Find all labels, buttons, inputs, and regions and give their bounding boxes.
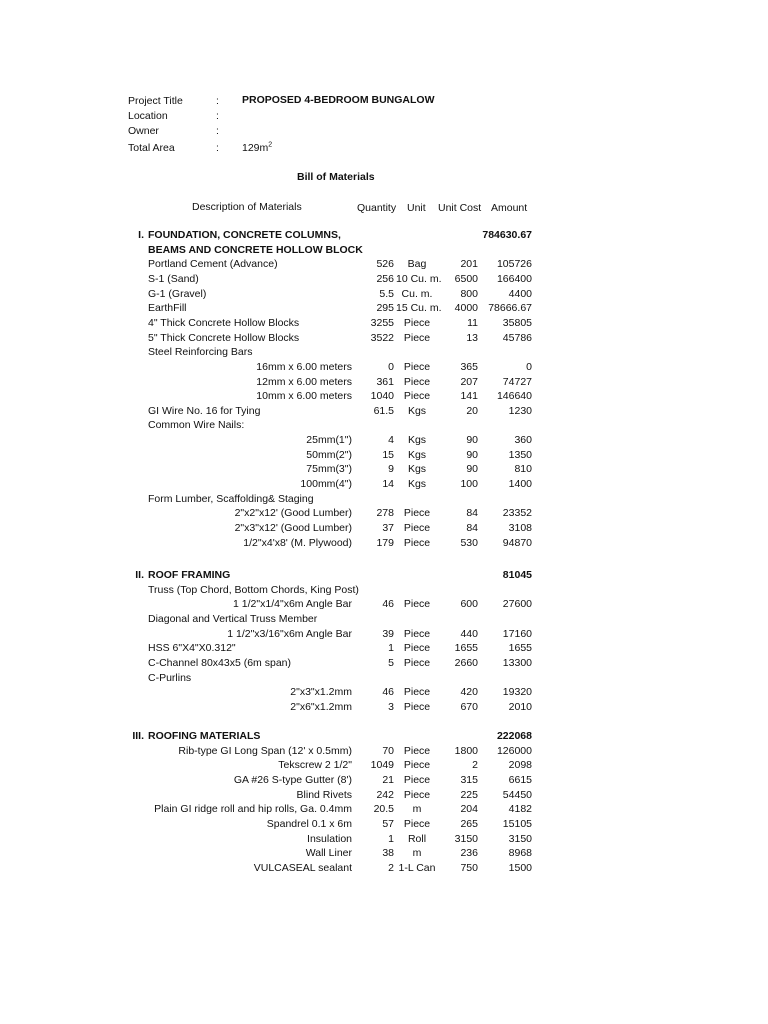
item-unit: Piece [403, 642, 431, 655]
item-unit: 10 Cu. m. [396, 272, 442, 285]
item-description: 12mm x 6.00 meters [256, 375, 352, 388]
item-description: 1 1/2"x1/4"x6m Angle Bar [233, 598, 352, 611]
section-numeral: II. [135, 569, 144, 581]
item-unit-cost: 4000 [454, 302, 478, 315]
item-amount: 1655 [508, 642, 532, 655]
item-quantity: 5 [388, 656, 394, 669]
document-title: Bill of Materials [297, 171, 375, 183]
item-unit: Piece [403, 360, 431, 373]
item-quantity: 3 [388, 700, 394, 713]
item-unit-cost: 225 [460, 788, 478, 801]
item-unit: Roll [407, 832, 427, 845]
item-unit-cost: 530 [460, 536, 478, 549]
item-amount: 360 [514, 434, 532, 447]
item-unit: Kgs [407, 404, 427, 417]
item-unit: m [412, 847, 422, 860]
item-unit: Piece [403, 536, 431, 549]
item-quantity: 21 [382, 773, 394, 786]
item-amount: 4400 [508, 287, 532, 300]
item-quantity: 256 [376, 272, 394, 285]
item-amount: 35805 [502, 316, 532, 329]
item-amount: 126000 [496, 744, 532, 757]
item-description: VULCASEAL sealant [253, 861, 352, 874]
col-amount-header: Amount [491, 202, 528, 214]
item-description: GA #26 S-type Gutter (8') [233, 773, 352, 786]
item-unit-cost: 201 [460, 258, 478, 271]
item-quantity: 14 [382, 478, 394, 491]
total-area-number: 129m [242, 142, 269, 154]
item-unit-cost: 1800 [454, 744, 478, 757]
item-unit-cost: 420 [460, 686, 478, 699]
item-unit: Piece [403, 507, 431, 520]
item-unit: Piece [403, 627, 431, 640]
section-title: ROOFING MATERIALS [148, 730, 261, 742]
section-title-line2: BEAMS AND CONCRETE HOLLOW BLOCK [148, 243, 363, 256]
item-amount: 4182 [508, 803, 532, 816]
item-quantity: 526 [376, 258, 394, 271]
item-unit: Piece [403, 744, 431, 757]
item-description: Spandrel 0.1 x 6m [266, 817, 352, 830]
item-quantity: 2 [388, 861, 394, 874]
item-description: G-1 (Gravel) [148, 287, 207, 300]
item-description: 1/2"x4'x8' (M. Plywood) [243, 536, 352, 549]
item-amount: 6615 [508, 773, 532, 786]
item-description: 25mm(1") [306, 434, 352, 447]
item-unit: Piece [403, 390, 431, 403]
item-quantity: 3255 [370, 316, 394, 329]
item-amount: 1350 [508, 448, 532, 461]
item-amount: 54450 [502, 788, 532, 801]
section-numeral: III. [132, 730, 144, 742]
item-unit-cost: 265 [460, 817, 478, 830]
item-quantity: 37 [382, 522, 394, 534]
item-quantity: 1049 [370, 759, 394, 772]
item-unit-cost: 750 [460, 861, 478, 874]
item-description: 1 1/2"x3/16"x6m Angle Bar [227, 627, 352, 640]
item-description: Rib-type GI Long Span (12' x 0.5mm) [178, 744, 352, 757]
col-quantity-header: Quantity [357, 202, 397, 214]
total-area-colon: : [216, 142, 219, 154]
owner-label: Owner [128, 125, 159, 137]
item-description: EarthFill [148, 302, 187, 315]
item-unit: Piece [403, 686, 431, 699]
item-amount: 3108 [508, 522, 532, 534]
item-description: C-Channel 80x43x5 (6m span) [148, 656, 291, 669]
item-amount: 19320 [502, 686, 532, 699]
item-unit: 15 Cu. m. [396, 302, 442, 315]
item-amount: 2098 [508, 759, 532, 772]
group-label: Common Wire Nails: [148, 419, 245, 432]
item-unit: Piece [403, 700, 431, 713]
item-amount: 105726 [496, 258, 532, 271]
project-title-colon: : [216, 95, 219, 107]
item-amount: 13300 [502, 656, 532, 669]
item-unit: Kgs [407, 434, 427, 447]
item-unit: Piece [403, 656, 431, 669]
item-unit: m [412, 803, 422, 816]
item-unit-cost: 207 [460, 375, 478, 388]
item-quantity: 70 [382, 744, 394, 757]
item-unit: Piece [403, 331, 431, 344]
item-quantity: 38 [382, 847, 394, 860]
item-amount: 1500 [508, 861, 532, 874]
item-unit-cost: 204 [460, 803, 478, 816]
item-unit-cost: 6500 [454, 272, 478, 285]
total-area-unit-sup: 2 [268, 141, 273, 149]
section-title: FOUNDATION, CONCRETE COLUMNS, [148, 229, 341, 241]
item-quantity: 361 [376, 375, 394, 388]
total-area-value [242, 143, 272, 154]
item-description: 2"x3"x12' (Good Lumber) [234, 522, 352, 534]
item-unit-cost: 11 [467, 316, 478, 329]
section-total: 784630.67 [482, 229, 532, 241]
item-quantity: 3522 [370, 331, 394, 344]
item-unit-cost: 84 [466, 522, 478, 534]
item-unit-cost: 315 [460, 773, 478, 786]
item-amount: 1230 [508, 404, 532, 417]
section-numeral: I. [138, 229, 144, 241]
item-unit-cost: 141 [460, 390, 478, 403]
item-unit: Piece [403, 788, 431, 801]
item-amount: 146640 [496, 390, 532, 403]
item-amount: 23352 [502, 507, 532, 520]
item-description: Wall Liner [305, 847, 352, 860]
item-unit-cost: 20 [466, 404, 478, 417]
item-description: 4" Thick Concrete Hollow Blocks [148, 316, 300, 329]
item-quantity: 278 [376, 507, 394, 520]
item-quantity: 1 [388, 642, 394, 655]
item-quantity: 1 [388, 832, 394, 845]
item-unit-cost: 84 [466, 507, 478, 520]
location-colon: : [216, 110, 219, 122]
item-quantity: 20.5 [373, 803, 394, 816]
item-unit-cost: 90 [466, 463, 478, 476]
item-unit-cost: 100 [460, 478, 478, 491]
item-unit: Piece [403, 817, 431, 830]
item-amount: 1400 [508, 478, 532, 491]
item-unit: Cu. m. [401, 287, 433, 300]
item-quantity: 179 [376, 536, 394, 549]
item-unit-cost: 90 [466, 434, 478, 447]
item-amount: 15105 [502, 817, 532, 830]
item-description: 2"x2"x12' (Good Lumber) [234, 507, 352, 520]
group-label: C-Purlins [148, 671, 192, 684]
item-unit: Piece [403, 522, 431, 534]
item-unit: Piece [403, 759, 431, 772]
item-amount: 27600 [502, 598, 532, 611]
owner-colon: : [216, 125, 219, 137]
item-unit: Kgs [407, 478, 427, 491]
item-description: GI Wire No. 16 for Tying [148, 404, 261, 417]
item-quantity: 0 [388, 360, 394, 373]
item-quantity: 39 [382, 627, 394, 640]
item-quantity: 46 [382, 598, 394, 611]
section-total: 81045 [502, 569, 532, 581]
item-amount: 78666.67 [488, 302, 532, 315]
group-label: Diagonal and Vertical Truss Member [148, 612, 318, 625]
item-amount: 3150 [508, 832, 532, 845]
item-amount: 8968 [508, 847, 532, 860]
col-description-header: Description of Materials [192, 201, 302, 213]
item-quantity: 295 [376, 302, 394, 315]
item-quantity: 9 [388, 463, 394, 476]
item-unit-cost: 2660 [454, 656, 478, 669]
item-description: 16mm x 6.00 meters [256, 360, 352, 373]
item-unit-cost: 440 [460, 627, 478, 640]
section-title: ROOF FRAMING [148, 569, 231, 581]
item-amount: 810 [514, 463, 532, 476]
item-unit-cost: 2 [472, 759, 478, 772]
item-description: 10mm x 6.00 meters [256, 390, 352, 403]
item-description: Insulation [307, 832, 352, 845]
item-description: 5" Thick Concrete Hollow Blocks [148, 331, 300, 344]
item-unit: Bag [407, 258, 427, 271]
item-unit-cost: 236 [460, 847, 478, 860]
item-quantity: 46 [382, 686, 394, 699]
item-amount: 74727 [502, 375, 532, 388]
item-amount: 0 [526, 360, 532, 373]
item-unit: 1-L Can [398, 861, 436, 874]
item-quantity: 5.5 [379, 287, 394, 300]
project-title-label: Project Title [128, 95, 183, 107]
col-unit-cost-header: Unit Cost [438, 202, 482, 214]
item-quantity: 1040 [370, 390, 394, 403]
item-unit-cost: 3150 [454, 832, 478, 845]
group-label: Form Lumber, Scaffolding& Staging [148, 492, 314, 505]
item-description: Tekscrew 2 1/2" [278, 759, 352, 772]
location-label: Location [128, 110, 168, 122]
item-unit-cost: 13 [466, 331, 478, 344]
col-unit-header: Unit [407, 202, 426, 214]
item-description: 75mm(3") [306, 463, 352, 476]
item-amount: 94870 [502, 536, 532, 549]
section-total: 222068 [496, 730, 532, 742]
item-quantity: 57 [382, 817, 394, 830]
item-unit-cost: 800 [460, 287, 478, 300]
item-unit: Piece [403, 598, 431, 611]
item-quantity: 4 [388, 434, 394, 447]
total-area-label: Total Area [128, 142, 175, 154]
item-quantity: 15 [382, 448, 394, 461]
item-unit-cost: 1655 [454, 642, 478, 655]
item-description: Portland Cement (Advance) [148, 258, 278, 271]
item-amount: 2010 [508, 700, 532, 713]
item-quantity: 242 [376, 788, 394, 801]
item-description: Blind Rivets [296, 788, 352, 801]
item-unit: Kgs [407, 463, 427, 476]
item-description: Plain GI ridge roll and hip rolls, Ga. 0.4mm [154, 803, 352, 816]
item-amount: 45786 [502, 331, 532, 344]
item-unit-cost: 90 [466, 448, 478, 461]
item-amount: 166400 [496, 272, 532, 285]
item-unit: Kgs [407, 448, 427, 461]
item-description: S-1 (Sand) [148, 272, 199, 285]
item-unit-cost: 365 [460, 360, 478, 373]
group-label: Truss (Top Chord, Bottom Chords, King Post) [148, 583, 359, 596]
item-unit-cost: 600 [460, 598, 478, 611]
project-title-value: PROPOSED 4-BEDROOM BUNGALOW [242, 94, 435, 106]
item-unit: Piece [403, 375, 431, 388]
item-description: 50mm(2") [306, 448, 352, 461]
item-unit: Piece [403, 773, 431, 786]
item-quantity: 61.5 [373, 404, 394, 417]
item-amount: 17160 [502, 627, 532, 640]
item-description: 100mm(4") [300, 478, 352, 491]
item-unit: Piece [403, 316, 431, 329]
item-description: 2"x6"x1.2mm [290, 700, 352, 713]
group-label: Steel Reinforcing Bars [148, 346, 253, 359]
item-description: HSS 6"X4"X0.312" [148, 642, 236, 655]
item-description: 2"x3"x1.2mm [290, 686, 352, 699]
item-unit-cost: 670 [460, 700, 478, 713]
